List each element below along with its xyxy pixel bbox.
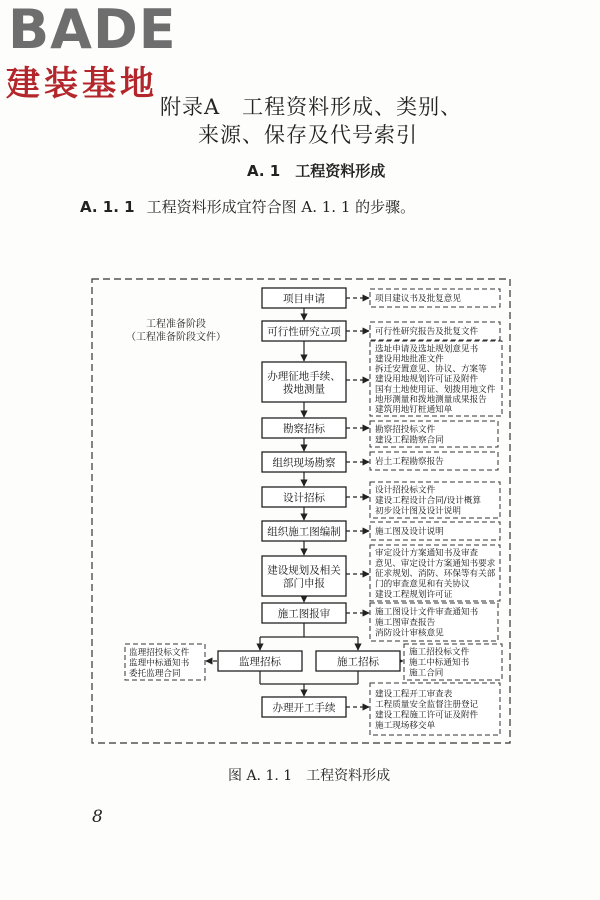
- doc-box-line: 建筑用地钉桩通知单: [375, 405, 453, 416]
- doc-box-line: 地形测量和拨地测量成果报告: [375, 394, 487, 405]
- clause-text: 工程资料形成宜符合图 A. 1. 1 的步骤。: [146, 198, 416, 216]
- appendix-title-line2: 来源、保存及代号索引: [198, 123, 418, 147]
- doc-box-line: 施工现场移交单: [375, 720, 436, 731]
- doc-box-line: 国有土地使用证、划拨用地文件: [375, 384, 496, 395]
- figure-caption: 图 A. 1. 1 工程资料形成: [228, 768, 391, 784]
- doc-box-8: [370, 545, 500, 601]
- flow-step-7: [262, 521, 346, 541]
- doc-box-line: 建设工程设计合同/设计概算: [375, 496, 482, 507]
- doc-box-line: 施工图及设计说明: [375, 527, 444, 538]
- doc-box-6: [370, 482, 500, 518]
- doc-box-line: 施工中标通知书: [409, 658, 470, 669]
- doc-box-line: 建设工程规划许可证: [375, 590, 453, 600]
- doc-box-line: 项目建议书及批复意见: [375, 294, 461, 305]
- doc-box-9: [370, 603, 498, 641]
- doc-box-supervision: [125, 644, 205, 680]
- flow-step-label: 拨地测量: [283, 383, 325, 396]
- appendix-title-line1: 附录A 工程资料形成、类别、: [160, 95, 463, 119]
- doc-box-line: 拆迁安置意见、协议、方案等: [375, 364, 487, 375]
- doc-box-4: [370, 421, 498, 447]
- stage-sublabel: （工程准备阶段文件）: [126, 332, 226, 343]
- flow-step-1: [262, 288, 346, 308]
- doc-box-line: 建设用地批准文件: [375, 354, 444, 365]
- flow-step-label: 可行性研究立项: [267, 326, 341, 338]
- doc-box-line: 监理招投标文件: [129, 648, 190, 658]
- section-heading: A. 1 工程资料形成: [247, 162, 386, 180]
- doc-box-line: 选址申请及选址规划意见书: [375, 344, 479, 355]
- clause-number: A. 1. 1: [80, 198, 135, 216]
- flow-step-11: [316, 651, 400, 671]
- doc-box-line: 岩土工程勘察报告: [375, 457, 444, 468]
- doc-box-line: 意见、审定设计方案通知书要求: [375, 558, 496, 569]
- doc-box-line: 初步设计图及设计说明: [375, 506, 461, 517]
- flow-step-label: 设计招标: [283, 492, 325, 504]
- flow-step-label: 部门申报: [283, 577, 325, 590]
- flow-step-label: 施工招标: [337, 656, 379, 668]
- doc-box-line: 勘察招投标文件: [375, 424, 436, 435]
- logo-chinese-name: 建装基地: [6, 64, 158, 104]
- flow-step-label: 办理征地手续、: [267, 370, 341, 383]
- flow-step-2: [262, 321, 346, 341]
- flow-step-label: 办理开工手续: [272, 702, 336, 714]
- doc-box-line: 监理中标通知书: [129, 658, 190, 669]
- doc-box-line: 施工合同: [409, 668, 444, 679]
- stage-label: 工程准备阶段: [146, 319, 206, 330]
- doc-box-1: [370, 289, 500, 307]
- doc-box-line: 施工图设计文件审查通知书: [375, 607, 479, 618]
- doc-box-line: 施工招投标文件: [409, 647, 470, 658]
- flow-step-6: [262, 487, 346, 507]
- doc-box-line: 建设工程开工审查表: [375, 689, 453, 700]
- doc-box-line: 设计招投标文件: [375, 485, 436, 496]
- doc-box-7: [370, 522, 500, 540]
- flow-step-label: 项目申请: [283, 293, 325, 305]
- flow-step-label: 施工图报审: [277, 608, 331, 620]
- doc-box-10: [404, 644, 502, 680]
- doc-box-line: 建设工程施工许可证及附件: [375, 710, 479, 721]
- flow-step-label: 监理招标: [239, 656, 281, 668]
- flow-step-5: [262, 452, 346, 472]
- doc-box-line: 施工图审查报告: [375, 618, 436, 629]
- flow-step-10: [218, 651, 302, 671]
- flow-step-label: 组织施工图编制: [267, 526, 341, 538]
- doc-box-11: [370, 683, 500, 735]
- doc-box-line: 门的审查意见和有关协议: [375, 579, 470, 590]
- doc-box-line: 工程质量安全监督注册登记: [375, 699, 479, 710]
- doc-box-line: 建设用地规划许可证及附件: [375, 374, 479, 385]
- doc-box-2: [370, 322, 500, 340]
- flow-step-3: [262, 362, 346, 402]
- flow-step-label: 组织现场勘察: [272, 457, 336, 469]
- doc-box-5: [370, 452, 498, 470]
- flow-step-4: [262, 418, 346, 438]
- flow-step-label: 建设规划及相关: [267, 564, 341, 577]
- logo-wordmark: BADE: [8, 0, 177, 61]
- doc-box-line: 可行性研究报告及批复文件: [375, 327, 479, 338]
- flow-step-12: [262, 697, 346, 717]
- flow-step-9: [262, 603, 346, 623]
- doc-box-line: 征求规划、消防、环保等有关部: [375, 569, 496, 580]
- doc-box-line: 审定设计方案通知书及审查: [375, 548, 479, 559]
- doc-box-line: 消防设计审核意见: [375, 628, 444, 639]
- doc-box-line: 建设工程勘察合同: [375, 435, 444, 446]
- flow-step-label: 勘察招标: [283, 423, 325, 435]
- page-number: 8: [92, 807, 103, 827]
- doc-box-line: 委托监理合同: [129, 669, 181, 679]
- doc-box-3: [370, 341, 502, 416]
- flow-step-8: [262, 556, 346, 596]
